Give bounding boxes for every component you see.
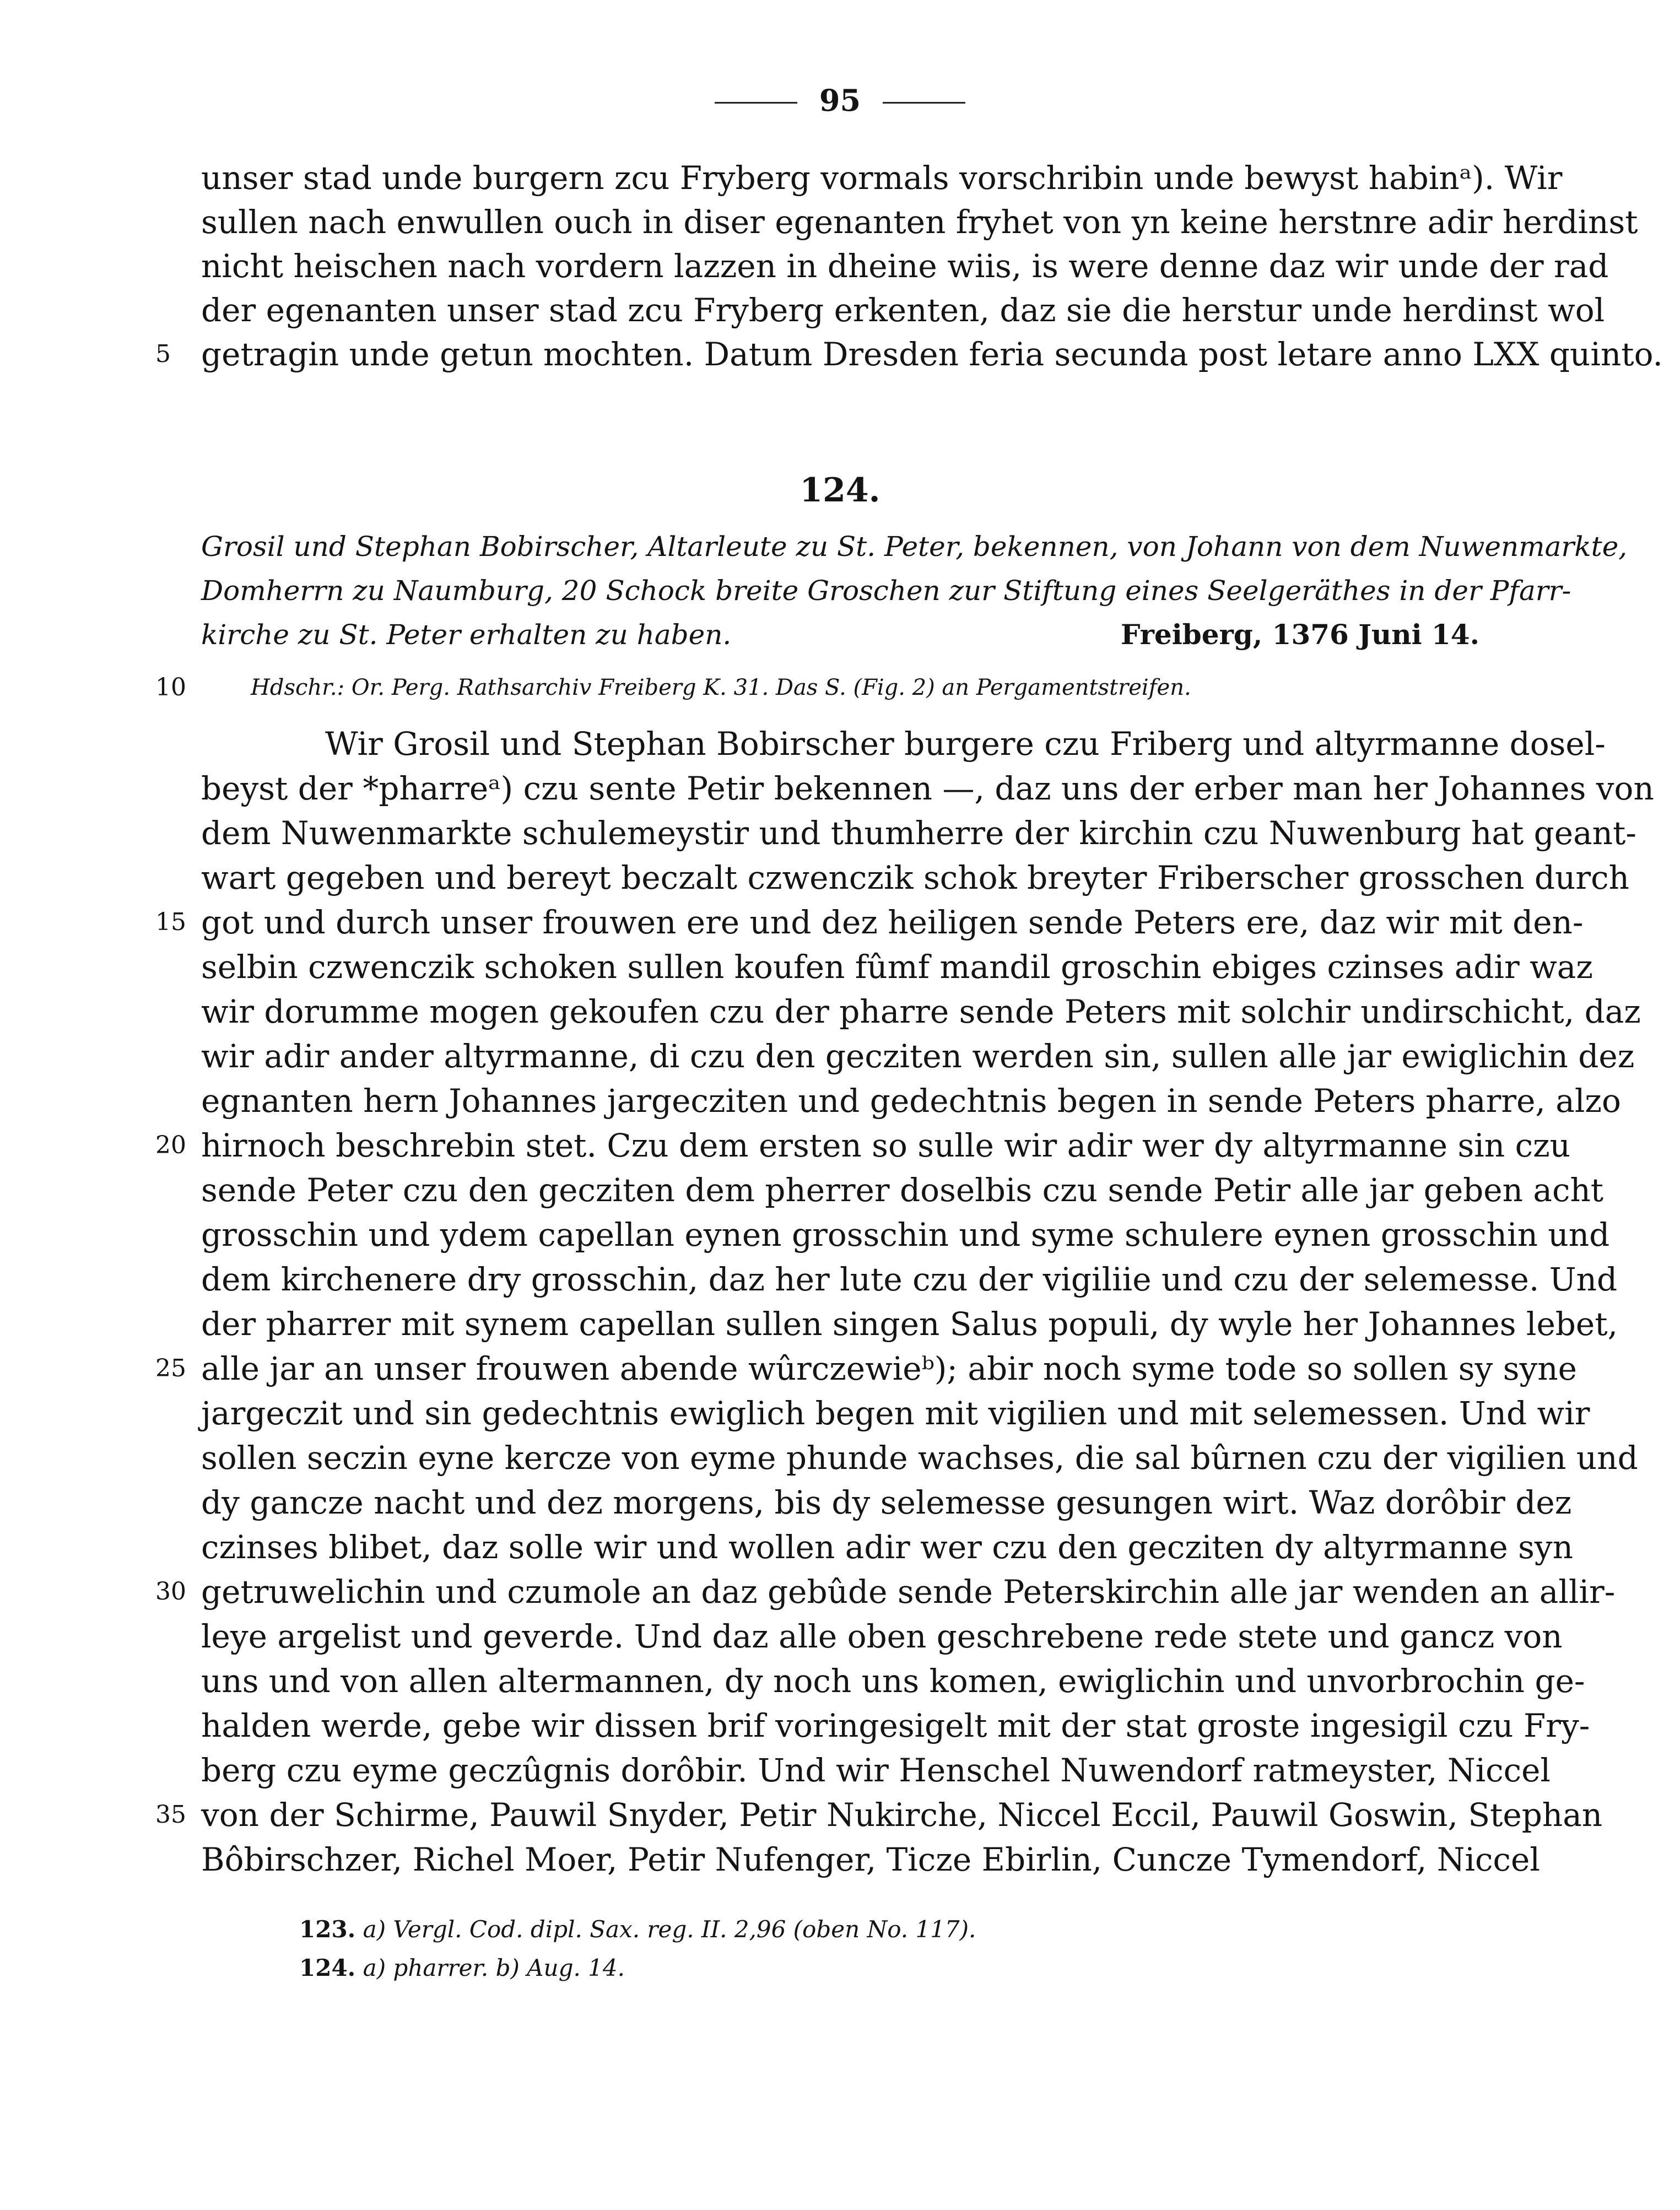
text-line: alle jar an unser frouwen abende wûrczewieᵇ); abir noch syme tode so sollen sy syne (201, 1350, 1577, 1387)
footnote-ref: 124. (299, 1954, 356, 1981)
margin-line-number: 20 (155, 1131, 186, 1159)
place-date: Freiberg, 1376 Juni 14. (1121, 618, 1479, 651)
text-line: wir adir ander altyrmanne, di czu den gecziten werden sin, sullen alle jar ewiglichin dez (201, 1038, 1635, 1075)
text-line: halden werde, gebe wir dissen brif voringesigelt mit der stat groste ingesigil czu Fry- (201, 1707, 1590, 1744)
text-line: hirnoch beschrebin stet. Czu dem ersten so sulle wir adir wer dy altyrmanne sin czu (201, 1127, 1570, 1164)
text-line: jargeczit und sin gedechtnis ewiglich begen mit vigilien und mit selemessen. Und wir (201, 1395, 1590, 1432)
footnote (299, 1950, 625, 1986)
text-line: wir dorumme mogen gekoufen czu der pharre sende Peters mit solchir undirschicht, daz (201, 993, 1641, 1030)
margin-line-number: 5 (155, 340, 171, 368)
text-line: berg czu eyme geczûgnis dorôbir. Und wir Henschel Nuwendorf ratmeyster, Niccel (201, 1752, 1551, 1789)
footnote-text: a) Vergl. Cod. dipl. Sax. reg. II. 2,96 (oben No. 117). (363, 1916, 976, 1943)
text-line: der pharrer mit synem capellan sullen singen Salus populi, dy wyle her Johannes lebet, (201, 1305, 1618, 1343)
source-note: Hdschr.: Or. Perg. Rathsarchiv Freiberg K. 31. Das S. (Fig. 2) an Pergamentstreifen. (251, 675, 1191, 700)
text-line: sollen seczin eyne kercze von eyme phunde wachses, die sal bûrnen czu der vigilien und (201, 1439, 1638, 1477)
text-line: selbin czwenczik schoken sullen koufen fûmf mandil groschin ebiges czinses adir waz (201, 948, 1593, 986)
text-line: der egenanten unser stad zcu Fryberg erkenten, daz sie die herstur unde herdinst wol (201, 291, 1605, 329)
margin-line-number: 25 (155, 1354, 186, 1382)
regest-line: Grosil und Stephan Bobirscher, Altarleute zu St. Peter, bekennen, von Johann von dem Nuwenmarkte, (201, 531, 1628, 563)
text-line: beyst der *pharreᵃ) czu sente Petir bekennen —, daz uns der erber man her Johannes von (201, 770, 1654, 807)
text-line: sende Peter czu den gecziten dem pherrer doselbis czu sende Petir alle jar geben acht (201, 1171, 1604, 1209)
text-line: getruwelichin und czumole an daz gebûde sende Peterskirchin alle jar wenden an allir- (201, 1573, 1616, 1611)
text-line: dem kirchenere dry grosschin, daz her lute czu der vigiliie und czu der selemesse. Und (201, 1261, 1618, 1298)
text-line: wart gegeben und bereyt beczalt czwenczik schok breyter Friberscher grosschen durch (201, 859, 1629, 896)
text-line: grosschin und ydem capellan eynen grosschin und syme schulere eynen grosschin und (201, 1216, 1610, 1253)
page-header (0, 83, 1680, 118)
text-line: nicht heischen nach vordern lazzen in dheine wiis, is were denne daz wir unde der rad (201, 247, 1609, 285)
margin-line-number: 30 (155, 1577, 186, 1606)
footnote-text: a) pharrer. b) Aug. 14. (363, 1954, 625, 1981)
text-line: unser stad unde burgern zcu Fryberg vormals vorschribin unde bewyst habinᵃ). Wir (201, 159, 1563, 197)
text-line: egnanten hern Johannes jargecziten und gedechtnis begen in sende Peters pharre, alzo (201, 1082, 1621, 1120)
text-line: getragin unde getun mochten. Datum Dresden feria secunda post letare anno LXX quinto. (201, 336, 1663, 373)
text-line: got und durch unser frouwen ere und dez heiligen sende Peters ere, daz wir mit den- (201, 904, 1584, 941)
text-line: Wir Grosil und Stephan Bobirscher burgere czu Friberg und altyrmanne dosel- (325, 725, 1606, 763)
text-line: leye argelist und geverde. Und daz alle oben geschrebene rede stete und gancz von (201, 1618, 1563, 1655)
margin-line-number: 15 (155, 908, 186, 936)
text-line: Bôbirschzer, Richel Moer, Petir Nufenger, Ticze Ebirlin, Cuncze Tymendorf, Niccel (201, 1841, 1540, 1878)
margin-line-number: 35 (155, 1801, 186, 1829)
text-line: sullen nach enwullen ouch in diser egenanten fryhet von yn keine herstnre adir herdinst (201, 203, 1638, 241)
text-line: dy gancze nacht und dez morgens, bis dy selemesse gesungen wirt. Waz dorôbir dez (201, 1484, 1572, 1521)
text-line: dem Nuwenmarkte schulemeystir und thumherre der kirchin czu Nuwenburg hat geant- (201, 814, 1636, 852)
header-rule-right (883, 102, 965, 104)
regest-line: kirche zu St. Peter erhalten zu haben. (201, 619, 732, 651)
footnote-ref: 123. (299, 1916, 356, 1943)
footnote (299, 1912, 976, 1947)
text-line: von der Schirme, Pauwil Snyder, Petir Nukirche, Niccel Eccil, Pauwil Goswin, Stephan (201, 1796, 1603, 1834)
page-number: 95 (819, 83, 861, 118)
regest-line: Domherrn zu Naumburg, 20 Schock breite Groschen zur Stiftung eines Seelgeräthes in der Pfarr- (201, 575, 1571, 607)
header-rule-left (715, 102, 797, 104)
document-number: 124. (800, 471, 880, 510)
text-line: czinses blibet, daz solle wir und wollen adir wer czu den gecziten dy altyrmanne syn (201, 1528, 1574, 1566)
text-line: uns und von allen altermannen, dy noch uns komen, ewiglichin und unvorbrochin ge- (201, 1662, 1585, 1700)
margin-line-number: 10 (155, 673, 186, 701)
